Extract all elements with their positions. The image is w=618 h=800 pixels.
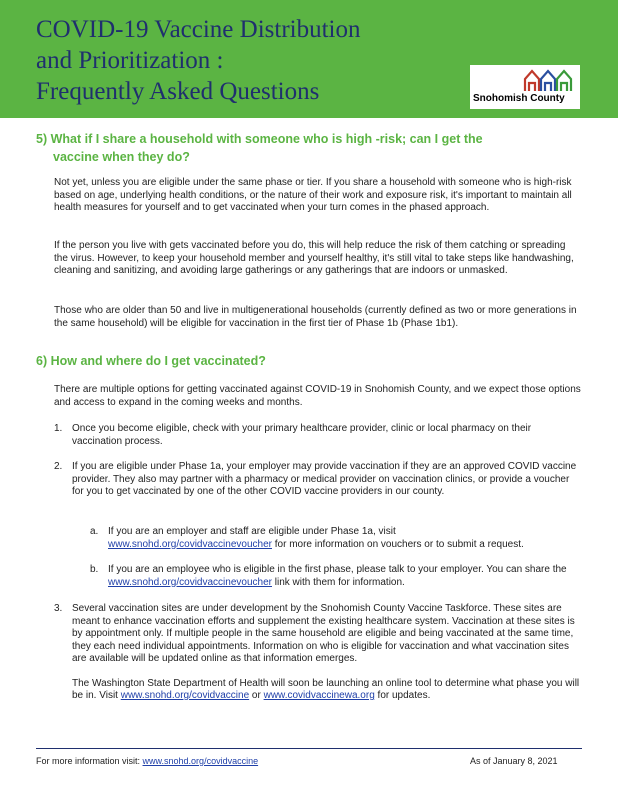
list-item-2b-pre: If you are an employee who is eligible in the first phase, please talk to your employer. You can share the [108,564,567,575]
list-item-3-text [72,603,580,703]
voucher-link[interactable]: www.snohd.org/covidvaccinevoucher [108,538,272,550]
question-6-heading: 6) How and where do I get vaccinated? [36,354,266,368]
list-item-2a [90,526,580,552]
footer-divider [36,748,582,749]
list-item-3-p2-mid: or [249,690,264,701]
list-item-2a-text [108,526,580,551]
list-item-2a-pre: If you are an employer and staff are eligible under Phase 1a, visit [108,526,396,537]
list-item-2b-post: link with them for information. [271,576,405,588]
list-marker: a. [90,526,99,537]
title-line-2: and Prioritization : [36,47,224,74]
covidvaccine-link[interactable]: www.snohd.org/covidvaccine [120,690,250,701]
footer-date: As of January 8, 2021 [470,756,558,766]
list-item-2-text: If you are eligible under Phase 1a, your employer may provide vaccination if they are an approved COVID vaccine provider. They also may partner with a pharmacy or medical provider on vaccination clinics, or provide a voucher for you to get vaccinated by one of the other COVID vaccine providers in our county. [72,461,577,497]
list-marker: 1. [54,423,63,434]
list-item-3-p2-pre: The Washington State Department of Health will soon be launching an online tool to determine what phase you will be in. Visit [72,677,580,701]
list-item-2b [90,564,580,590]
q5-answer-paragraph-3: Those who are older than 50 and live in multigenerational households (currently defined as two or more generations in the same household) will be eligible for vaccination in the first tier of Phase 1b (Phase 1b1). [54,305,577,329]
list-item-2a-post: for more information on vouchers or to submit a request. [271,538,524,550]
question-5-heading-line1: 5) What if I share a household with someone who is high -risk; can I get the [36,132,483,146]
footer-link[interactable]: www.snohd.org/covidvaccine [142,756,259,766]
list-item-2 [54,461,582,513]
list-item-3 [54,603,582,731]
header-banner [0,0,618,118]
list-marker: b. [90,564,99,575]
logo-text: Snohomish County [473,93,565,104]
title-line-3: Frequently Asked Questions [36,78,320,105]
three-houses-logo-icon [523,67,577,93]
list-item-1-text: Once you become eligible, check with your primary healthcare provider, clinic or local pharmacy on their vaccination process. [72,423,532,447]
footer-more-info-label: For more information visit: [36,756,143,766]
list-item-3-p2-post: for updates. [374,690,431,701]
footer-more-info [36,756,258,766]
list-item-3-paragraph-2 [72,678,580,703]
list-marker: 3. [54,603,63,614]
list-marker: 2. [54,461,63,472]
list-item-1 [54,423,582,449]
q5-answer-paragraph-1: Not yet, unless you are eligible under the same phase or tier. If you share a household with someone who is high-risk based on age, underlying health conditions, or the nature of their work and exposure risk, it's important to maintain all health measures for yourself and to get vaccinated when your turn comes in the phased approach. [54,177,572,213]
question-5-heading-line2: vaccine when they do? [53,150,190,164]
voucher-link-2[interactable]: www.snohd.org/covidvaccinevoucher [108,576,272,588]
q5-answer-paragraph-2: If the person you live with gets vaccinated before you do, this will help reduce the risk of them catching or spreading the virus. However, to keep your household member and yourself healthy, it's still vital to take steps like handwashing, cleaning and sanitizing, and avoiding large gatherings or any gatherings that are indoors or unmasked. [54,240,574,276]
snohomish-county-logo [470,65,580,109]
question-5-heading [36,130,596,166]
q6-intro-paragraph: There are multiple options for getting vaccinated against COVID-19 in Snohomish County, and we expect those options and access to expand in the coming weeks and months. [54,384,581,408]
list-item-3-paragraph-1: Several vaccination sites are under development by the Snohomish County Vaccine Taskforce. These sites are meant to enhance vaccination efforts and supplement the existing healthcare system. Vaccination at these sites is by appointment only. If multiple people in the same household are eligible and being vaccinated at the same time, they each need individual appointments. Information on who is eligible for vaccination and what vaccination sites are available will be updated online as that information emerges. [72,603,575,664]
title-line-1: COVID-19 Vaccine Distribution [36,16,361,43]
page-title [36,14,361,107]
covidvaccinewa-link[interactable]: www.covidvaccinewa.org [263,690,375,701]
list-item-2b-text [108,564,580,589]
